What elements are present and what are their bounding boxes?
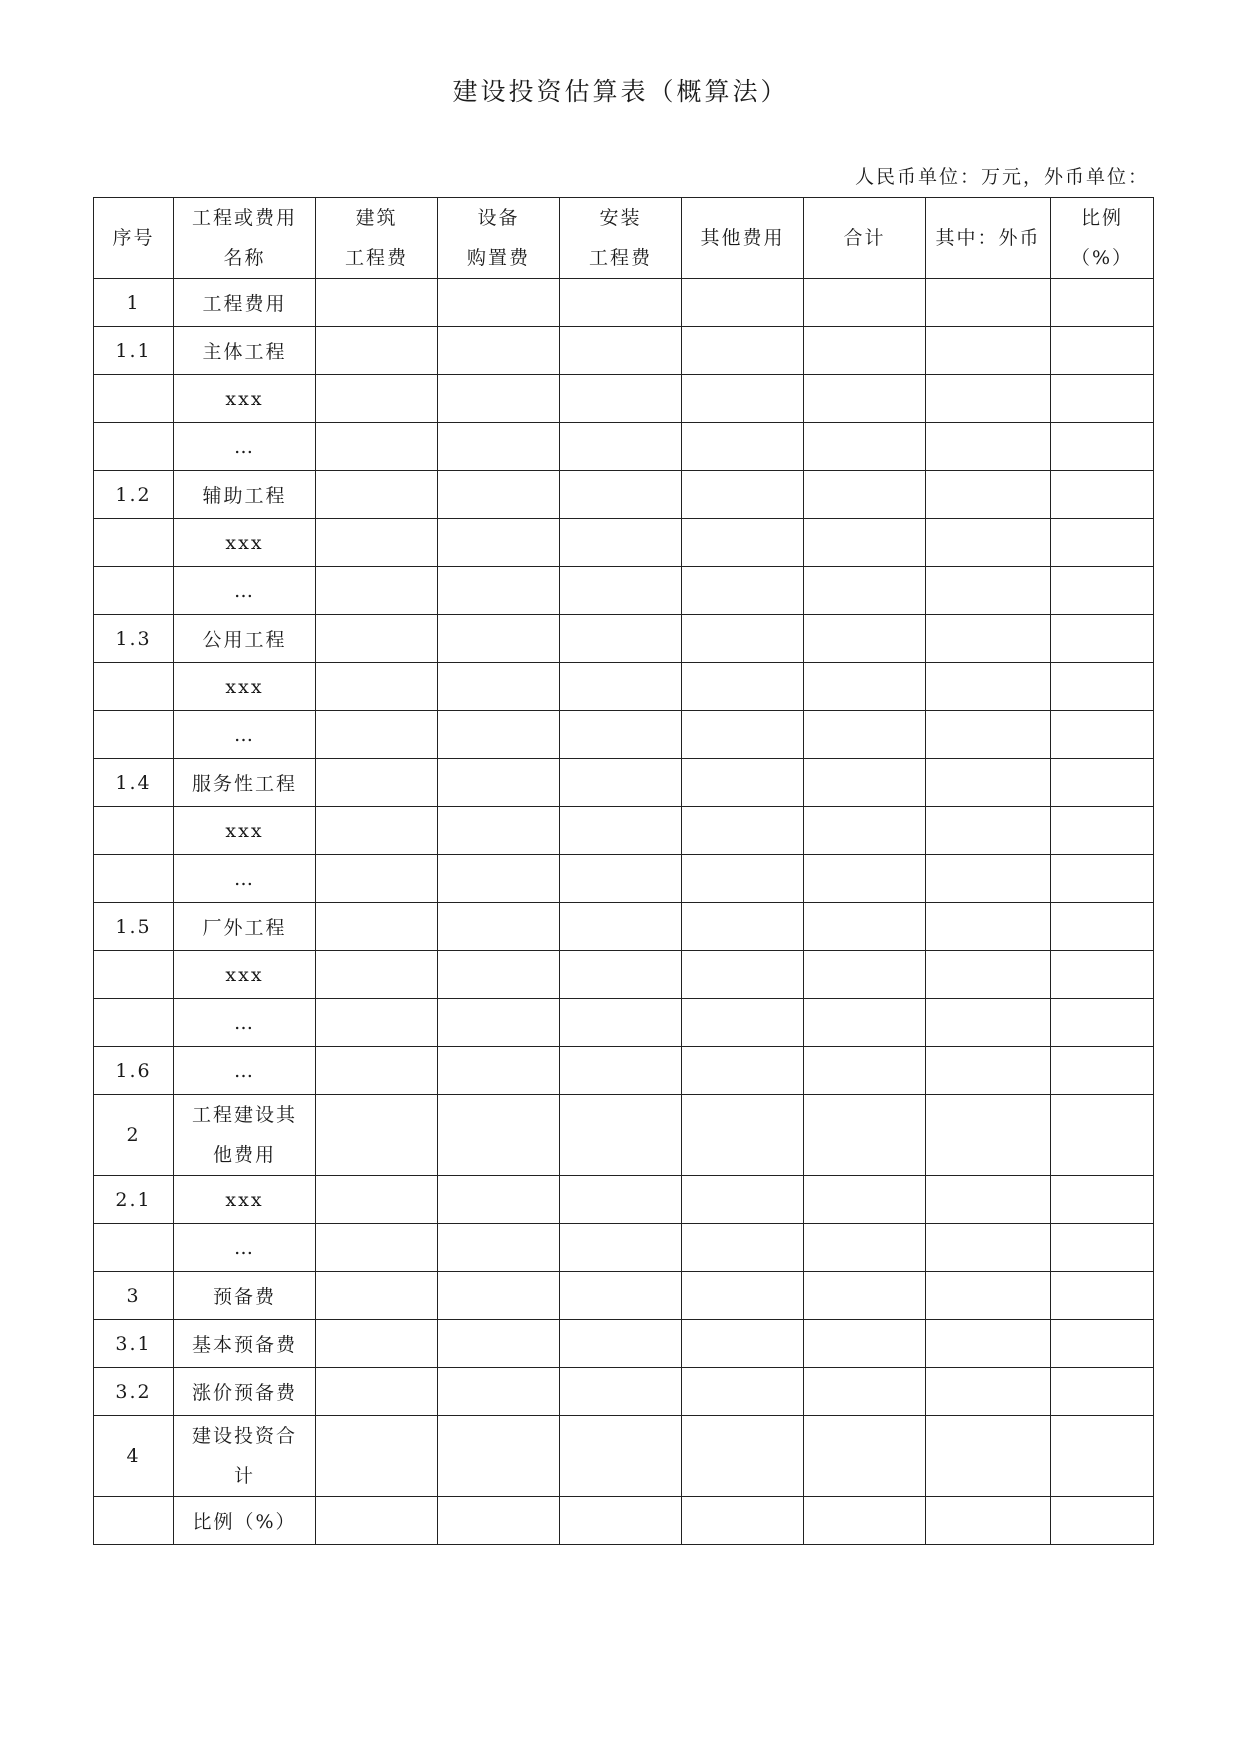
construction-cost-cell[interactable]: [316, 1176, 438, 1224]
other-cost-cell[interactable]: [682, 951, 804, 999]
total-cell[interactable]: [804, 471, 926, 519]
ratio-cell[interactable]: [1051, 1416, 1154, 1497]
row-number-cell: 1: [94, 279, 174, 327]
foreign-currency-cell[interactable]: [926, 759, 1051, 807]
table-row: [94, 1176, 1154, 1224]
installation-cost-cell[interactable]: [560, 759, 682, 807]
other-cost-cell[interactable]: [682, 327, 804, 375]
installation-cost-cell[interactable]: [560, 1095, 682, 1176]
foreign-currency-cell[interactable]: [926, 903, 1051, 951]
other-cost-cell[interactable]: [682, 1095, 804, 1176]
other-cost-cell[interactable]: [682, 423, 804, 471]
item-name-cell: xxx: [174, 519, 316, 567]
total-cell[interactable]: [804, 423, 926, 471]
installation-cost-cell[interactable]: [560, 615, 682, 663]
col-header-total: 合计: [804, 198, 926, 279]
col-header-foreign-currency: 其中：外币: [926, 198, 1051, 279]
foreign-currency-cell[interactable]: [926, 663, 1051, 711]
row-number-cell: [94, 519, 174, 567]
equipment-cost-cell[interactable]: [438, 423, 560, 471]
row-number-cell: 1.5: [94, 903, 174, 951]
other-cost-cell[interactable]: [682, 1047, 804, 1095]
other-cost-cell[interactable]: [682, 375, 804, 423]
total-cell[interactable]: [804, 519, 926, 567]
row-number-cell: 1.1: [94, 327, 174, 375]
row-number-cell: [94, 855, 174, 903]
construction-cost-cell[interactable]: [316, 279, 438, 327]
construction-cost-cell[interactable]: [316, 327, 438, 375]
equipment-cost-cell[interactable]: [438, 471, 560, 519]
item-name-cell: xxx: [174, 807, 316, 855]
ratio-cell[interactable]: [1051, 615, 1154, 663]
installation-cost-cell[interactable]: [560, 807, 682, 855]
table-row: [94, 615, 1154, 663]
table-row: [94, 807, 1154, 855]
total-cell[interactable]: [804, 567, 926, 615]
foreign-currency-cell[interactable]: [926, 807, 1051, 855]
total-cell[interactable]: [804, 327, 926, 375]
table-row: [94, 711, 1154, 759]
ratio-cell[interactable]: [1051, 1224, 1154, 1272]
table-row: [94, 519, 1154, 567]
ratio-cell[interactable]: [1051, 807, 1154, 855]
other-cost-cell[interactable]: [682, 711, 804, 759]
ratio-cell[interactable]: [1051, 999, 1154, 1047]
total-cell[interactable]: [804, 279, 926, 327]
equipment-cost-cell[interactable]: [438, 1047, 560, 1095]
item-name-cell: 辅助工程: [174, 471, 316, 519]
table-row: [94, 1272, 1154, 1320]
foreign-currency-cell[interactable]: [926, 855, 1051, 903]
foreign-currency-cell[interactable]: [926, 951, 1051, 999]
col-header-other-cost: 其他费用: [682, 198, 804, 279]
row-number-cell: 1.2: [94, 471, 174, 519]
installation-cost-cell[interactable]: [560, 855, 682, 903]
item-name-cell: 公用工程: [174, 615, 316, 663]
col-header-construction-cost: 建筑 工程费: [316, 198, 438, 279]
table-row: [94, 1320, 1154, 1368]
total-cell[interactable]: [804, 1416, 926, 1497]
equipment-cost-cell[interactable]: [438, 1416, 560, 1497]
table-row: [94, 1497, 1154, 1545]
construction-cost-cell[interactable]: [316, 519, 438, 567]
item-name-cell: 厂外工程: [174, 903, 316, 951]
table-row: [94, 951, 1154, 999]
table-row: [94, 375, 1154, 423]
row-number-cell: 3: [94, 1272, 174, 1320]
construction-cost-cell[interactable]: [316, 1497, 438, 1545]
row-number-cell: [94, 1224, 174, 1272]
item-name-cell: 比例（%）: [174, 1497, 316, 1545]
equipment-cost-cell[interactable]: [438, 903, 560, 951]
row-number-cell: [94, 999, 174, 1047]
row-number-cell: [94, 375, 174, 423]
equipment-cost-cell[interactable]: [438, 375, 560, 423]
installation-cost-cell[interactable]: [560, 711, 682, 759]
table-row: [94, 663, 1154, 711]
table-row: [94, 999, 1154, 1047]
item-name-cell: 工程建设其 他费用: [174, 1095, 316, 1176]
installation-cost-cell[interactable]: [560, 567, 682, 615]
construction-cost-cell[interactable]: [316, 663, 438, 711]
foreign-currency-cell[interactable]: [926, 1416, 1051, 1497]
foreign-currency-cell[interactable]: [926, 279, 1051, 327]
installation-cost-cell[interactable]: [560, 1047, 682, 1095]
construction-cost-cell[interactable]: [316, 1368, 438, 1416]
other-cost-cell[interactable]: [682, 567, 804, 615]
equipment-cost-cell[interactable]: [438, 663, 560, 711]
item-name-cell: 建设投资合 计: [174, 1416, 316, 1497]
item-name-cell: …: [174, 855, 316, 903]
construction-cost-cell[interactable]: [316, 855, 438, 903]
row-number-cell: 2: [94, 1095, 174, 1176]
ratio-cell[interactable]: [1051, 567, 1154, 615]
table-row: [94, 855, 1154, 903]
ratio-cell[interactable]: [1051, 1047, 1154, 1095]
equipment-cost-cell[interactable]: [438, 759, 560, 807]
row-number-cell: 1.6: [94, 1047, 174, 1095]
foreign-currency-cell[interactable]: [926, 1368, 1051, 1416]
other-cost-cell[interactable]: [682, 471, 804, 519]
col-header-equipment-cost: 设备 购置费: [438, 198, 560, 279]
item-name-cell: xxx: [174, 951, 316, 999]
row-number-cell: [94, 663, 174, 711]
construction-cost-cell[interactable]: [316, 1095, 438, 1176]
foreign-currency-cell[interactable]: [926, 1047, 1051, 1095]
foreign-currency-cell[interactable]: [926, 471, 1051, 519]
foreign-currency-cell[interactable]: [926, 1095, 1051, 1176]
total-cell[interactable]: [804, 1095, 926, 1176]
equipment-cost-cell[interactable]: [438, 1320, 560, 1368]
construction-cost-cell[interactable]: [316, 807, 438, 855]
ratio-cell[interactable]: [1051, 1497, 1154, 1545]
row-number-cell: 4: [94, 1416, 174, 1497]
ratio-cell[interactable]: [1051, 279, 1154, 327]
row-number-cell: [94, 567, 174, 615]
item-name-cell: 基本预备费: [174, 1320, 316, 1368]
item-name-cell: 预备费: [174, 1272, 316, 1320]
ratio-cell[interactable]: [1051, 1272, 1154, 1320]
equipment-cost-cell[interactable]: [438, 615, 560, 663]
other-cost-cell[interactable]: [682, 1368, 804, 1416]
row-number-cell: 1.3: [94, 615, 174, 663]
equipment-cost-cell[interactable]: [438, 1272, 560, 1320]
row-number-cell: 1.4: [94, 759, 174, 807]
table-body: [94, 279, 1154, 1545]
item-name-cell: 服务性工程: [174, 759, 316, 807]
installation-cost-cell[interactable]: [560, 1497, 682, 1545]
installation-cost-cell[interactable]: [560, 471, 682, 519]
total-cell[interactable]: [804, 711, 926, 759]
total-cell[interactable]: [804, 1047, 926, 1095]
installation-cost-cell[interactable]: [560, 903, 682, 951]
foreign-currency-cell[interactable]: [926, 423, 1051, 471]
table-row: [94, 759, 1154, 807]
equipment-cost-cell[interactable]: [438, 567, 560, 615]
ratio-cell[interactable]: [1051, 759, 1154, 807]
other-cost-cell[interactable]: [682, 1176, 804, 1224]
item-name-cell: xxx: [174, 375, 316, 423]
ratio-cell[interactable]: [1051, 519, 1154, 567]
equipment-cost-cell[interactable]: [438, 1095, 560, 1176]
table-row: [94, 903, 1154, 951]
total-cell[interactable]: [804, 903, 926, 951]
total-cell[interactable]: [804, 951, 926, 999]
construction-cost-cell[interactable]: [316, 615, 438, 663]
other-cost-cell[interactable]: [682, 855, 804, 903]
installation-cost-cell[interactable]: [560, 1416, 682, 1497]
ratio-cell[interactable]: [1051, 1176, 1154, 1224]
equipment-cost-cell[interactable]: [438, 855, 560, 903]
foreign-currency-cell[interactable]: [926, 1497, 1051, 1545]
table-row: [94, 327, 1154, 375]
table-row: [94, 423, 1154, 471]
ratio-cell[interactable]: [1051, 1095, 1154, 1176]
construction-cost-cell[interactable]: [316, 1416, 438, 1497]
other-cost-cell[interactable]: [682, 519, 804, 567]
construction-cost-cell[interactable]: [316, 711, 438, 759]
row-number-cell: 2.1: [94, 1176, 174, 1224]
installation-cost-cell[interactable]: [560, 1224, 682, 1272]
construction-cost-cell[interactable]: [316, 1224, 438, 1272]
ratio-cell[interactable]: [1051, 423, 1154, 471]
other-cost-cell[interactable]: [682, 759, 804, 807]
item-name-cell: …: [174, 1047, 316, 1095]
other-cost-cell[interactable]: [682, 999, 804, 1047]
construction-cost-cell[interactable]: [316, 567, 438, 615]
row-number-cell: [94, 951, 174, 999]
installation-cost-cell[interactable]: [560, 1176, 682, 1224]
total-cell[interactable]: [804, 1368, 926, 1416]
construction-cost-cell[interactable]: [316, 999, 438, 1047]
row-number-cell: [94, 1497, 174, 1545]
other-cost-cell[interactable]: [682, 807, 804, 855]
other-cost-cell[interactable]: [682, 279, 804, 327]
table-row: [94, 1095, 1154, 1176]
col-header-installation-cost: 安装 工程费: [560, 198, 682, 279]
item-name-cell: …: [174, 567, 316, 615]
construction-cost-cell[interactable]: [316, 375, 438, 423]
installation-cost-cell[interactable]: [560, 1320, 682, 1368]
installation-cost-cell[interactable]: [560, 327, 682, 375]
ratio-cell[interactable]: [1051, 951, 1154, 999]
item-name-cell: xxx: [174, 1176, 316, 1224]
construction-cost-cell[interactable]: [316, 903, 438, 951]
investment-estimate-table: [93, 197, 1154, 1545]
construction-cost-cell[interactable]: [316, 1047, 438, 1095]
other-cost-cell[interactable]: [682, 1497, 804, 1545]
table-row: [94, 1224, 1154, 1272]
total-cell[interactable]: [804, 1176, 926, 1224]
equipment-cost-cell[interactable]: [438, 279, 560, 327]
ratio-cell[interactable]: [1051, 711, 1154, 759]
item-name-cell: …: [174, 711, 316, 759]
installation-cost-cell[interactable]: [560, 663, 682, 711]
other-cost-cell[interactable]: [682, 1320, 804, 1368]
installation-cost-cell[interactable]: [560, 1368, 682, 1416]
item-name-cell: 涨价预备费: [174, 1368, 316, 1416]
other-cost-cell[interactable]: [682, 1416, 804, 1497]
ratio-cell[interactable]: [1051, 1320, 1154, 1368]
col-header-ratio: 比例 （%）: [1051, 198, 1154, 279]
construction-cost-cell[interactable]: [316, 759, 438, 807]
item-name-cell: xxx: [174, 663, 316, 711]
total-cell[interactable]: [804, 1272, 926, 1320]
installation-cost-cell[interactable]: [560, 999, 682, 1047]
other-cost-cell[interactable]: [682, 663, 804, 711]
foreign-currency-cell[interactable]: [926, 1272, 1051, 1320]
table-header-row: [94, 198, 1154, 279]
construction-cost-cell[interactable]: [316, 951, 438, 999]
foreign-currency-cell[interactable]: [926, 999, 1051, 1047]
total-cell[interactable]: [804, 375, 926, 423]
item-name-cell: 工程费用: [174, 279, 316, 327]
ratio-cell[interactable]: [1051, 471, 1154, 519]
construction-cost-cell[interactable]: [316, 1320, 438, 1368]
equipment-cost-cell[interactable]: [438, 1368, 560, 1416]
foreign-currency-cell[interactable]: [926, 1224, 1051, 1272]
foreign-currency-cell[interactable]: [926, 519, 1051, 567]
table-row: [94, 279, 1154, 327]
equipment-cost-cell[interactable]: [438, 519, 560, 567]
total-cell[interactable]: [804, 1320, 926, 1368]
equipment-cost-cell[interactable]: [438, 327, 560, 375]
equipment-cost-cell[interactable]: [438, 951, 560, 999]
table-row: [94, 567, 1154, 615]
table-row: [94, 1047, 1154, 1095]
ratio-cell[interactable]: [1051, 663, 1154, 711]
item-name-cell: …: [174, 1224, 316, 1272]
foreign-currency-cell[interactable]: [926, 615, 1051, 663]
foreign-currency-cell[interactable]: [926, 375, 1051, 423]
foreign-currency-cell[interactable]: [926, 567, 1051, 615]
equipment-cost-cell[interactable]: [438, 1224, 560, 1272]
ratio-cell[interactable]: [1051, 903, 1154, 951]
total-cell[interactable]: [804, 1224, 926, 1272]
installation-cost-cell[interactable]: [560, 423, 682, 471]
col-header-name: 工程或费用 名称: [174, 198, 316, 279]
foreign-currency-cell[interactable]: [926, 711, 1051, 759]
foreign-currency-cell[interactable]: [926, 1320, 1051, 1368]
col-header-no: 序号: [94, 198, 174, 279]
other-cost-cell[interactable]: [682, 615, 804, 663]
construction-cost-cell[interactable]: [316, 471, 438, 519]
table-row: [94, 1368, 1154, 1416]
total-cell[interactable]: [804, 759, 926, 807]
equipment-cost-cell[interactable]: [438, 1497, 560, 1545]
row-number-cell: [94, 711, 174, 759]
other-cost-cell[interactable]: [682, 1224, 804, 1272]
item-name-cell: …: [174, 999, 316, 1047]
equipment-cost-cell[interactable]: [438, 807, 560, 855]
row-number-cell: 3.1: [94, 1320, 174, 1368]
installation-cost-cell[interactable]: [560, 375, 682, 423]
row-number-cell: [94, 423, 174, 471]
ratio-cell[interactable]: [1051, 375, 1154, 423]
document-title: 建设投资估算表（概算法）: [452, 77, 789, 106]
installation-cost-cell[interactable]: [560, 951, 682, 999]
item-name-cell: …: [174, 423, 316, 471]
total-cell[interactable]: [804, 615, 926, 663]
total-cell[interactable]: [804, 663, 926, 711]
table-row: [94, 1416, 1154, 1497]
ratio-cell[interactable]: [1051, 855, 1154, 903]
equipment-cost-cell[interactable]: [438, 711, 560, 759]
installation-cost-cell[interactable]: [560, 519, 682, 567]
equipment-cost-cell[interactable]: [438, 999, 560, 1047]
construction-cost-cell[interactable]: [316, 1272, 438, 1320]
row-number-cell: [94, 807, 174, 855]
ratio-cell[interactable]: [1051, 1368, 1154, 1416]
equipment-cost-cell[interactable]: [438, 1176, 560, 1224]
other-cost-cell[interactable]: [682, 903, 804, 951]
total-cell[interactable]: [804, 1497, 926, 1545]
other-cost-cell[interactable]: [682, 1272, 804, 1320]
total-cell[interactable]: [804, 855, 926, 903]
item-name-cell: 主体工程: [174, 327, 316, 375]
installation-cost-cell[interactable]: [560, 279, 682, 327]
currency-unit-note: 人民币单位：万元，外币单位：: [854, 166, 1149, 188]
foreign-currency-cell[interactable]: [926, 327, 1051, 375]
foreign-currency-cell[interactable]: [926, 1176, 1051, 1224]
construction-cost-cell[interactable]: [316, 423, 438, 471]
table-row: [94, 471, 1154, 519]
total-cell[interactable]: [804, 807, 926, 855]
total-cell[interactable]: [804, 999, 926, 1047]
row-number-cell: 3.2: [94, 1368, 174, 1416]
installation-cost-cell[interactable]: [560, 1272, 682, 1320]
ratio-cell[interactable]: [1051, 327, 1154, 375]
